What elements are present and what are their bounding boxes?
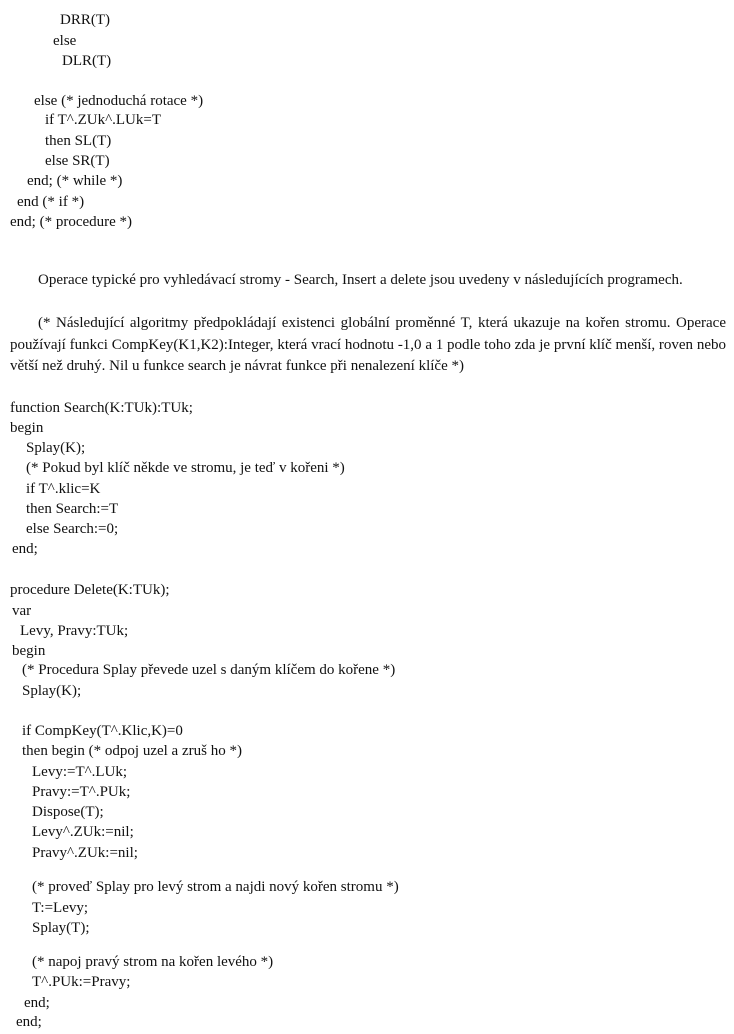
code-line: else Search:=0;: [26, 521, 119, 537]
paragraph-assumptions: (* Následující algoritmy předpokládají existenci globální proměnné T, která ukazuje na kořen stromu. Operace používají funkci CompKey(K1,K2):Integer, která vrací hodnotu -1,0 a 1 podle toho zda je první klíč menší, roven nebo větší než druhý. Nil u funkce search je návrat funkce při nenalezení klíče *): [10, 315, 726, 374]
code-line: Splay(K);: [22, 683, 82, 699]
code-line: end; (* while *): [27, 173, 123, 189]
code-line: T^.PUk:=Pravy;: [32, 974, 131, 990]
code-line: end; (* procedure *): [10, 214, 133, 230]
code-line: then SL(T): [45, 133, 112, 149]
code-line: (* Procedura Splay převede uzel s daným klíčem do kořene *): [22, 662, 396, 678]
code-line: (* Pokud byl klíč někde ve stromu, je teď v kořeni *): [26, 460, 345, 476]
code-line: (* napoj pravý strom na kořen levého *): [32, 954, 274, 970]
code-line: Levy^.ZUk:=nil;: [32, 824, 134, 840]
code-line: Levy, Pravy:TUk;: [20, 623, 129, 639]
code-line: Splay(K);: [26, 440, 86, 456]
code-line: T:=Levy;: [32, 900, 89, 916]
code-line: Levy:=T^.LUk;: [32, 764, 128, 780]
code-line: Dispose(T);: [32, 804, 104, 820]
code-line: DRR(T): [60, 12, 110, 28]
code-line: DLR(T): [62, 53, 112, 69]
code-line: end;: [24, 995, 50, 1011]
code-line: end;: [16, 1014, 42, 1030]
code-line: if T^.klic=K: [26, 481, 101, 497]
paragraph-intro: Operace typické pro vyhledávací stromy - Search, Insert a delete jsou uvedeny v následujících programech.: [38, 272, 683, 288]
code-line: then begin (* odpoj uzel a zruš ho *): [22, 743, 242, 759]
code-line: Pravy:=T^.PUk;: [32, 784, 131, 800]
code-line: end;: [12, 541, 38, 557]
code-line: else (* jednoduchá rotace *): [34, 93, 204, 109]
code-line: end (* if *): [17, 194, 85, 210]
code-line: Splay(T);: [32, 920, 90, 936]
code-line: begin: [10, 420, 44, 436]
code-line: if CompKey(T^.Klic,K)=0: [22, 723, 183, 739]
code-line: var: [12, 603, 32, 619]
code-line: procedure Delete(K:TUk);: [10, 582, 170, 598]
code-line: then Search:=T: [26, 501, 119, 517]
code-line: else: [53, 33, 77, 49]
code-line: Pravy^.ZUk:=nil;: [32, 845, 138, 861]
code-line: else SR(T): [45, 153, 110, 169]
code-line: if T^.ZUk^.LUk=T: [45, 112, 161, 128]
code-line: function Search(K:TUk):TUk;: [10, 400, 193, 416]
code-line: begin: [12, 643, 46, 659]
code-line: (* proveď Splay pro levý strom a najdi nový kořen stromu *): [32, 879, 399, 895]
